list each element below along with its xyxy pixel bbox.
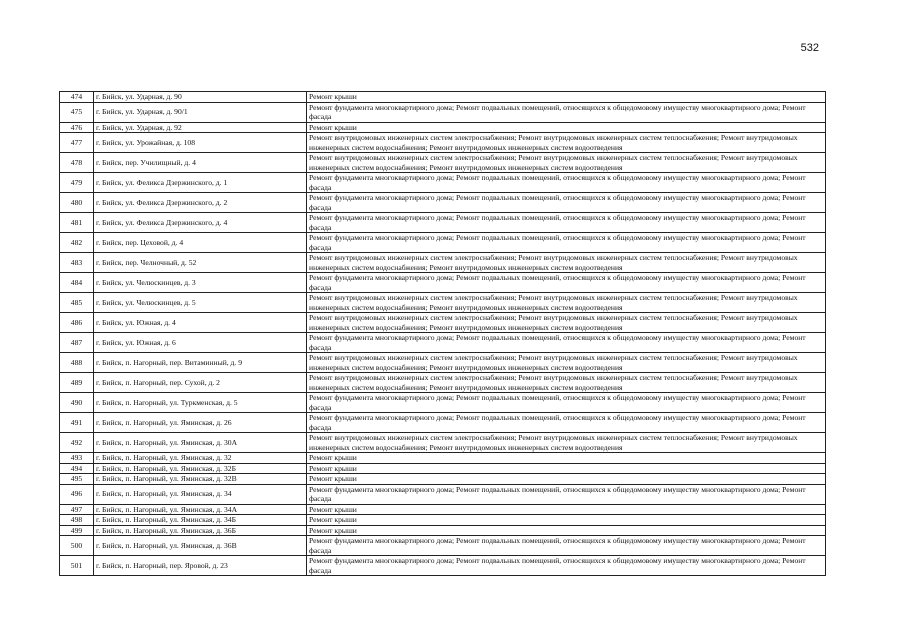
address-cell: г. Бийск, ул. Южная, д. 4: [94, 313, 307, 333]
row-number-cell: 474: [60, 92, 94, 103]
address-cell: г. Бийск, ул. Феликса Дзержинского, д. 1: [94, 173, 307, 193]
row-number-cell: 500: [60, 536, 94, 556]
row-number-cell: 482: [60, 233, 94, 253]
row-number-cell: 485: [60, 293, 94, 313]
row-number-cell: 491: [60, 413, 94, 433]
works-cell: Ремонт крыши: [307, 122, 826, 133]
row-number-cell: 495: [60, 474, 94, 485]
table-row: [60, 193, 826, 213]
works-cell: Ремонт внутридомовых инженерных систем электроснабжения; Ремонт внутридомовых инженерных систем теплоснабжения; Ремонт внутридомовых инженерных систем водоснабжения; Ремонт внутридомовых инженерных систем водоотведения: [307, 373, 826, 393]
works-cell: Ремонт крыши: [307, 474, 826, 485]
table-row: [60, 213, 826, 233]
table-row: [60, 504, 826, 515]
row-number-cell: 478: [60, 153, 94, 173]
table-row: [60, 484, 826, 504]
table-row: [60, 333, 826, 353]
address-cell: г. Бийск, п. Нагорный, ул. Яминская, д. 34Б: [94, 515, 307, 526]
row-number-cell: 486: [60, 313, 94, 333]
works-cell: Ремонт фундамента многоквартирного дома; Ремонт подвальных помещений, относящихся к общедомовому имуществу многоквартирного дома; Ремонт фасада: [307, 233, 826, 253]
address-cell: г. Бийск, ул. Ударная, д. 90/1: [94, 102, 307, 122]
address-cell: г. Бийск, ул. Челюскинцев, д. 3: [94, 273, 307, 293]
page-number: 532: [800, 42, 819, 54]
row-number-cell: 496: [60, 484, 94, 504]
row-number-cell: 480: [60, 193, 94, 213]
row-number-cell: 501: [60, 556, 94, 576]
table-row: [60, 453, 826, 464]
address-cell: г. Бийск, пер. Челночный, д. 52: [94, 253, 307, 273]
address-cell: г. Бийск, п. Нагорный, ул. Яминская, д. 32: [94, 453, 307, 464]
table-row: [60, 313, 826, 333]
works-cell: Ремонт фундамента многоквартирного дома; Ремонт подвальных помещений, относящихся к общедомовому имуществу многоквартирного дома; Ремонт фасада: [307, 556, 826, 576]
address-cell: г. Бийск, п. Нагорный, пер. Витаминный, д. 9: [94, 353, 307, 373]
table-row: [60, 102, 826, 122]
works-cell: Ремонт крыши: [307, 92, 826, 103]
address-cell: г. Бийск, ул. Челюскинцев, д. 5: [94, 293, 307, 313]
works-cell: Ремонт фундамента многоквартирного дома; Ремонт подвальных помещений, относящихся к общедомовому имуществу многоквартирного дома; Ремонт фасада: [307, 536, 826, 556]
works-cell: Ремонт крыши: [307, 504, 826, 515]
row-number-cell: 488: [60, 353, 94, 373]
works-cell: Ремонт крыши: [307, 453, 826, 464]
address-cell: г. Бийск, ул. Феликса Дзержинского, д. 4: [94, 213, 307, 233]
table-row: [60, 122, 826, 133]
table-row: [60, 293, 826, 313]
address-cell: г. Бийск, п. Нагорный, ул. Яминская, д. 32Б: [94, 463, 307, 474]
works-cell: Ремонт фундамента многоквартирного дома; Ремонт подвальных помещений, относящихся к общедомовому имуществу многоквартирного дома; Ремонт фасада: [307, 102, 826, 122]
address-cell: г. Бийск, п. Нагорный, пер. Яровой, д. 23: [94, 556, 307, 576]
address-cell: г. Бийск, ул. Феликса Дзержинского, д. 2: [94, 193, 307, 213]
address-cell: г. Бийск, ул. Урожайная, д. 108: [94, 133, 307, 153]
table-row: [60, 173, 826, 193]
row-number-cell: 489: [60, 373, 94, 393]
address-cell: г. Бийск, п. Нагорный, пер. Сухой, д. 2: [94, 373, 307, 393]
address-cell: г. Бийск, ул. Ударная, д. 92: [94, 122, 307, 133]
works-cell: Ремонт фундамента многоквартирного дома; Ремонт подвальных помещений, относящихся к общедомовому имуществу многоквартирного дома; Ремонт фасада: [307, 413, 826, 433]
table-row: [60, 253, 826, 273]
works-cell: Ремонт внутридомовых инженерных систем электроснабжения; Ремонт внутридомовых инженерных систем теплоснабжения; Ремонт внутридомовых инженерных систем водоснабжения; Ремонт внутридомовых инженерных систем водоотведения: [307, 253, 826, 273]
row-number-cell: 479: [60, 173, 94, 193]
works-cell: Ремонт внутридомовых инженерных систем электроснабжения; Ремонт внутридомовых инженерных систем теплоснабжения; Ремонт внутридомовых инженерных систем водоснабжения; Ремонт внутридомовых инженерных систем водоотведения: [307, 133, 826, 153]
address-cell: г. Бийск, ул. Ударная, д. 90: [94, 92, 307, 103]
works-cell: Ремонт фундамента многоквартирного дома; Ремонт подвальных помещений, относящихся к общедомовому имуществу многоквартирного дома; Ремонт фасада: [307, 333, 826, 353]
address-cell: г. Бийск, п. Нагорный, ул. Туркменская, д. 5: [94, 393, 307, 413]
repair-table-body: [60, 92, 826, 576]
works-cell: Ремонт внутридомовых инженерных систем электроснабжения; Ремонт внутридомовых инженерных систем теплоснабжения; Ремонт внутридомовых инженерных систем водоснабжения; Ремонт внутридомовых инженерных систем водоотведения: [307, 153, 826, 173]
address-cell: г. Бийск, пер. Цеховой, д. 4: [94, 233, 307, 253]
row-number-cell: 481: [60, 213, 94, 233]
table-row: [60, 413, 826, 433]
row-number-cell: 477: [60, 133, 94, 153]
table-row: [60, 233, 826, 253]
address-cell: г. Бийск, п. Нагорный, ул. Яминская, д. 36Б: [94, 525, 307, 536]
row-number-cell: 483: [60, 253, 94, 273]
table-row: [60, 474, 826, 485]
address-cell: г. Бийск, пер. Училищный, д. 4: [94, 153, 307, 173]
address-cell: г. Бийск, ул. Южная, д. 6: [94, 333, 307, 353]
works-cell: Ремонт фундамента многоквартирного дома; Ремонт подвальных помещений, относящихся к общедомовому имуществу многоквартирного дома; Ремонт фасада: [307, 213, 826, 233]
table-row: [60, 515, 826, 526]
works-cell: Ремонт внутридомовых инженерных систем электроснабжения; Ремонт внутридомовых инженерных систем теплоснабжения; Ремонт внутридомовых инженерных систем водоснабжения; Ремонт внутридомовых инженерных систем водоотведения: [307, 313, 826, 333]
works-cell: Ремонт крыши: [307, 463, 826, 474]
table-row: [60, 133, 826, 153]
repair-table: [59, 91, 826, 576]
table-row: [60, 556, 826, 576]
row-number-cell: 490: [60, 393, 94, 413]
table-row: [60, 536, 826, 556]
works-cell: Ремонт фундамента многоквартирного дома; Ремонт подвальных помещений, относящихся к общедомовому имуществу многоквартирного дома; Ремонт фасада: [307, 193, 826, 213]
row-number-cell: 498: [60, 515, 94, 526]
table-row: [60, 463, 826, 474]
works-cell: Ремонт крыши: [307, 525, 826, 536]
table-row: [60, 373, 826, 393]
works-cell: Ремонт внутридомовых инженерных систем электроснабжения; Ремонт внутридомовых инженерных систем теплоснабжения; Ремонт внутридомовых инженерных систем водоснабжения; Ремонт внутридомовых инженерных систем водоотведения: [307, 293, 826, 313]
works-cell: Ремонт фундамента многоквартирного дома; Ремонт подвальных помещений, относящихся к общедомовому имуществу многоквартирного дома; Ремонт фасада: [307, 393, 826, 413]
row-number-cell: 493: [60, 453, 94, 464]
address-cell: г. Бийск, п. Нагорный, ул. Яминская, д. 32В: [94, 474, 307, 485]
works-cell: Ремонт фундамента многоквартирного дома; Ремонт подвальных помещений, относящихся к общедомовому имуществу многоквартирного дома; Ремонт фасада: [307, 273, 826, 293]
works-cell: Ремонт внутридомовых инженерных систем электроснабжения; Ремонт внутридомовых инженерных систем теплоснабжения; Ремонт внутридомовых инженерных систем водоснабжения; Ремонт внутридомовых инженерных систем водоотведения: [307, 433, 826, 453]
table-row: [60, 153, 826, 173]
row-number-cell: 499: [60, 525, 94, 536]
table-row: [60, 92, 826, 103]
row-number-cell: 494: [60, 463, 94, 474]
address-cell: г. Бийск, п. Нагорный, ул. Яминская, д. 36В: [94, 536, 307, 556]
address-cell: г. Бийск, п. Нагорный, ул. Яминская, д. 30А: [94, 433, 307, 453]
row-number-cell: 497: [60, 504, 94, 515]
row-number-cell: 487: [60, 333, 94, 353]
row-number-cell: 476: [60, 122, 94, 133]
table-row: [60, 393, 826, 413]
works-cell: Ремонт фундамента многоквартирного дома; Ремонт подвальных помещений, относящихся к общедомовому имуществу многоквартирного дома; Ремонт фасада: [307, 173, 826, 193]
row-number-cell: 484: [60, 273, 94, 293]
table-row: [60, 433, 826, 453]
row-number-cell: 492: [60, 433, 94, 453]
table-row: [60, 525, 826, 536]
works-cell: Ремонт фундамента многоквартирного дома; Ремонт подвальных помещений, относящихся к общедомовому имуществу многоквартирного дома; Ремонт фасада: [307, 484, 826, 504]
table-row: [60, 353, 826, 373]
address-cell: г. Бийск, п. Нагорный, ул. Яминская, д. 26: [94, 413, 307, 433]
row-number-cell: 475: [60, 102, 94, 122]
address-cell: г. Бийск, п. Нагорный, ул. Яминская, д. 34А: [94, 504, 307, 515]
works-cell: Ремонт крыши: [307, 515, 826, 526]
works-cell: Ремонт внутридомовых инженерных систем электроснабжения; Ремонт внутридомовых инженерных систем теплоснабжения; Ремонт внутридомовых инженерных систем водоснабжения; Ремонт внутридомовых инженерных систем водоотведения: [307, 353, 826, 373]
table-row: [60, 273, 826, 293]
address-cell: г. Бийск, п. Нагорный, ул. Яминская, д. 34: [94, 484, 307, 504]
